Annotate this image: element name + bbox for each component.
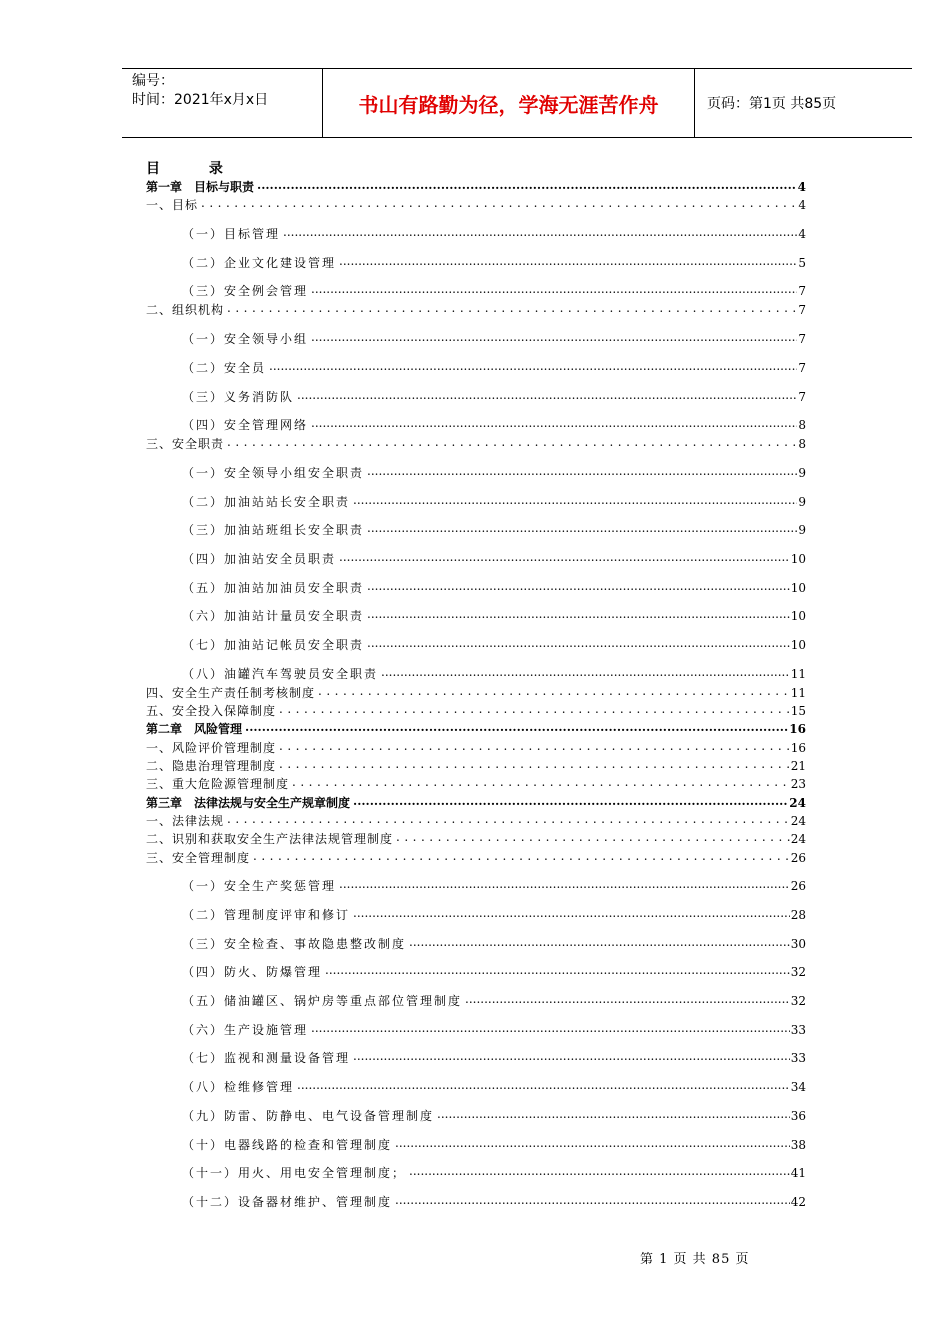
toc-entry-label: （二）企业文化建设管理 xyxy=(182,255,337,270)
toc-entry[interactable] xyxy=(182,491,806,509)
toc-entry-label: （三）安全检查、事故隐患整改制度 xyxy=(182,936,407,951)
toc-entry-page: 7 xyxy=(798,360,806,375)
toc-leader-dots xyxy=(367,607,790,621)
toc-entry[interactable] xyxy=(146,176,806,194)
toc-entry-page: 41 xyxy=(790,1166,806,1181)
toc-entry-label: （一）安全领导小组安全职责 xyxy=(182,465,365,480)
toc-leader-dots xyxy=(292,775,790,789)
toc-entry[interactable] xyxy=(182,328,806,346)
toc-leader-dots xyxy=(311,1021,790,1035)
toc-entry-page: 32 xyxy=(790,994,806,1008)
toc-entry-page: 9 xyxy=(798,523,806,538)
toc-entry-page: 7 xyxy=(798,389,806,404)
header-slogan: 书山有路勤为径，学海无涯苦作舟 xyxy=(323,69,695,137)
toc-entry-label: （四）安全管理网络 xyxy=(182,418,309,433)
toc-entry-page: 4 xyxy=(798,198,806,213)
toc-entry[interactable] xyxy=(182,605,806,623)
toc-entry-page: 7 xyxy=(798,284,806,299)
toc-entry-label: （十一）用火、用电安全管理制度； xyxy=(182,1166,407,1181)
toc-entry-page: 24 xyxy=(789,795,806,810)
toc-entry-label: 三、安全职责 xyxy=(146,437,225,452)
code-label: 编号： xyxy=(132,73,174,89)
toc-entry-label: 二、隐患治理管理制度 xyxy=(146,759,277,773)
toc-entry-page: 24 xyxy=(790,832,806,847)
toc-entry-page: 11 xyxy=(790,666,806,681)
toc-entry-label: （二）加油站站长安全职责 xyxy=(182,494,351,509)
toc-leader-dots xyxy=(253,849,790,863)
toc-entry[interactable] xyxy=(146,847,806,865)
toc-entry-page: 26 xyxy=(790,850,806,865)
toc-entry-label: （三）安全例会管理 xyxy=(182,284,309,299)
toc-entry-page: 38 xyxy=(790,1137,806,1152)
toc-entry-label: 一、风险评价管理制度 xyxy=(146,740,277,755)
toc-entry[interactable] xyxy=(146,299,806,317)
toc-entry[interactable] xyxy=(182,1047,806,1065)
toc-entry-page: 16 xyxy=(790,740,806,755)
toc-entry-label: （三）义务消防队 xyxy=(182,389,295,404)
page-footer: 第 1 页 共 85 页 xyxy=(640,1252,750,1267)
toc-entry[interactable] xyxy=(182,1105,806,1123)
toc-entry[interactable] xyxy=(182,1019,806,1037)
toc-entry-label: （一）目标管理 xyxy=(182,227,281,241)
toc-entry[interactable] xyxy=(182,904,806,922)
toc-entry[interactable] xyxy=(182,990,806,1008)
toc-leader-dots xyxy=(283,225,797,239)
header-page-info: 页码：第1页 共85页 xyxy=(707,96,837,112)
toc-entry-label: （一）安全生产奖惩管理 xyxy=(182,879,337,894)
toc-entry-label: 二、组织机构 xyxy=(146,303,225,318)
toc-entry[interactable] xyxy=(146,433,806,451)
toc-entry-page: 15 xyxy=(790,704,806,719)
toc-leader-dots xyxy=(318,684,790,698)
toc-entry[interactable] xyxy=(146,682,806,700)
toc-leader-dots xyxy=(465,992,790,1006)
toc-leader-dots xyxy=(395,1136,790,1150)
toc-entry-page: 5 xyxy=(798,255,806,270)
toc-entry[interactable] xyxy=(182,252,806,270)
toc-entry[interactable] xyxy=(182,1191,806,1209)
toc-entry-label: 二、识别和获取安全生产法律法规管理制度 xyxy=(146,832,394,847)
toc-leader-dots xyxy=(367,579,790,593)
toc-entry[interactable] xyxy=(146,737,806,755)
toc-entry[interactable] xyxy=(182,223,806,241)
toc-entry-page: 10 xyxy=(790,552,806,566)
toc-leader-dots xyxy=(297,388,797,402)
toc-entry[interactable] xyxy=(182,1076,806,1094)
toc-entry-label: （五）加油站加油员安全职责 xyxy=(182,580,365,595)
toc-entry-label: （六）加油站计量员安全职责 xyxy=(182,609,365,624)
toc-leader-dots xyxy=(227,812,790,826)
toc-entry-page: 21 xyxy=(790,759,806,773)
toc-entry-label: （三）加油站班组长安全职责 xyxy=(182,523,365,538)
toc-entry-page: 4 xyxy=(798,227,806,241)
toc-entry-page: 9 xyxy=(798,465,806,480)
toc-entry-label: （九）防雷、防静电、电气设备管理制度 xyxy=(182,1108,435,1123)
toc-entry[interactable] xyxy=(182,933,806,951)
toc-leader-dots xyxy=(279,739,790,753)
toc-leader-dots xyxy=(311,330,797,344)
toc-entry-label: （八）油罐汽车驾驶员安全职责 xyxy=(182,666,379,681)
toc-entry-label: 三、重大危险源管理制度 xyxy=(146,777,290,792)
toc-entry[interactable] xyxy=(182,634,806,652)
toc-entry[interactable] xyxy=(182,875,806,893)
toc-entry-page: 33 xyxy=(790,1051,806,1066)
toc-leader-dots xyxy=(339,254,797,268)
toc-entry[interactable] xyxy=(182,280,806,298)
toc-entry-label: 五、安全投入保障制度 xyxy=(146,704,277,719)
document-header xyxy=(122,68,912,138)
toc-entry[interactable] xyxy=(182,1134,806,1152)
toc-entry-label: （八）检维修管理 xyxy=(182,1080,295,1095)
toc-entry-label: （七）监视和测量设备管理 xyxy=(182,1051,351,1066)
toc-entry-page: 32 xyxy=(790,965,806,980)
toc-entry[interactable] xyxy=(182,357,806,375)
toc-entry[interactable] xyxy=(146,718,806,736)
toc-entry-page: 24 xyxy=(790,813,806,828)
toc-leader-dots xyxy=(353,1049,790,1063)
toc-entry-label: 一、目标 xyxy=(146,198,199,213)
toc-leader-dots xyxy=(325,963,790,977)
toc-entry[interactable] xyxy=(146,194,806,212)
toc-entry-label: 第二章 风险管理 xyxy=(146,722,243,737)
toc-entry-page: 11 xyxy=(790,685,806,700)
toc-entry-page: 30 xyxy=(790,936,806,951)
toc-entry[interactable] xyxy=(146,810,806,828)
toc-entry[interactable] xyxy=(182,414,806,432)
toc-leader-dots xyxy=(367,521,797,535)
header-meta xyxy=(122,69,323,137)
toc-entry-label: （六）生产设施管理 xyxy=(182,1022,309,1037)
toc-entry-page: 8 xyxy=(798,437,806,452)
toc-entry[interactable] xyxy=(146,828,806,846)
toc-leader-dots xyxy=(311,282,797,296)
toc-entry-page: 28 xyxy=(790,907,806,922)
toc-leader-dots xyxy=(339,550,790,564)
toc-entry-label: 第一章 目标与职责 xyxy=(146,180,255,194)
toc-entry-label: （十）电器线路的检查和管理制度 xyxy=(182,1137,393,1152)
toc-entry-label: 三、安全管理制度 xyxy=(146,850,251,865)
toc-entry[interactable] xyxy=(146,755,806,773)
toc-leader-dots xyxy=(227,301,797,315)
toc-entry-page: 4 xyxy=(797,180,806,194)
toc-leader-dots xyxy=(269,359,797,373)
toc-entry-label: 一、法律法规 xyxy=(146,813,225,828)
toc-entry-page: 8 xyxy=(798,418,806,433)
toc-entry-label: 四、安全生产责任制考核制度 xyxy=(146,685,316,700)
toc-entry-label: （二）管理制度评审和修订 xyxy=(182,907,351,922)
toc-entry-label: （一）安全领导小组 xyxy=(182,332,309,347)
toc-entry-page: 34 xyxy=(790,1080,806,1095)
toc-leader-dots xyxy=(257,178,797,192)
toc-entry-page: 42 xyxy=(790,1194,806,1209)
toc-entry-page: 10 xyxy=(790,609,806,624)
toc-entry[interactable] xyxy=(146,773,806,791)
toc-leader-dots xyxy=(201,196,797,210)
toc-entry[interactable] xyxy=(182,961,806,979)
toc-leader-dots xyxy=(409,935,790,949)
toc-leader-dots xyxy=(297,1078,790,1092)
toc-entry-page: 7 xyxy=(798,303,806,318)
toc-leader-dots xyxy=(353,906,790,920)
toc-entry-label: 第三章 法律法规与安全生产规章制度 xyxy=(146,795,351,810)
toc-entry[interactable] xyxy=(182,462,806,480)
toc-entry[interactable] xyxy=(182,663,806,681)
toc-leader-dots xyxy=(409,1164,790,1178)
toc-entry[interactable] xyxy=(182,548,806,566)
toc-entry[interactable] xyxy=(182,577,806,595)
toc-entry[interactable] xyxy=(182,519,806,537)
toc-entry[interactable] xyxy=(182,1162,806,1180)
toc-entry-page: 10 xyxy=(790,638,806,653)
toc-leader-dots xyxy=(339,877,790,891)
toc-entry-label: （四）加油站安全员职责 xyxy=(182,552,337,566)
toc-entry-page: 10 xyxy=(790,580,806,595)
toc-leader-dots xyxy=(396,830,790,844)
toc-entry[interactable] xyxy=(146,792,806,810)
toc-entry-page: 9 xyxy=(798,494,806,509)
toc-entry[interactable] xyxy=(146,700,806,718)
toc-leader-dots xyxy=(381,665,790,679)
toc-title: 目 录 xyxy=(146,161,245,177)
toc-leader-dots xyxy=(311,416,797,430)
toc-leader-dots xyxy=(279,757,790,771)
time-label: 时间：2021年x月x日 xyxy=(132,92,269,108)
toc-entry-page: 26 xyxy=(790,879,806,894)
toc-entry-label: （五）储油罐区、锅炉房等重点部位管理制度 xyxy=(182,994,463,1008)
toc-leader-dots xyxy=(353,493,797,507)
toc-leader-dots xyxy=(245,720,788,734)
toc-entry-page: 16 xyxy=(789,722,806,737)
toc-leader-dots xyxy=(227,435,797,449)
toc-leader-dots xyxy=(437,1107,790,1121)
toc-entry-page: 33 xyxy=(790,1022,806,1037)
toc-entry-label: （四）防火、防爆管理 xyxy=(182,965,323,980)
toc-leader-dots xyxy=(353,794,788,808)
toc-leader-dots xyxy=(279,702,790,716)
toc-leader-dots xyxy=(395,1193,790,1207)
toc-entry-page: 23 xyxy=(790,777,806,792)
toc-entry-label: （十二）设备器材维护、管理制度 xyxy=(182,1194,393,1209)
toc-entry-label: （七）加油站记帐员安全职责 xyxy=(182,638,365,653)
toc-leader-dots xyxy=(367,464,797,478)
toc-leader-dots xyxy=(367,636,790,650)
toc-entry-page: 7 xyxy=(798,332,806,347)
toc-entry-page: 36 xyxy=(790,1108,806,1123)
toc-entry-label: （二）安全员 xyxy=(182,360,267,375)
toc-entry[interactable] xyxy=(182,386,806,404)
